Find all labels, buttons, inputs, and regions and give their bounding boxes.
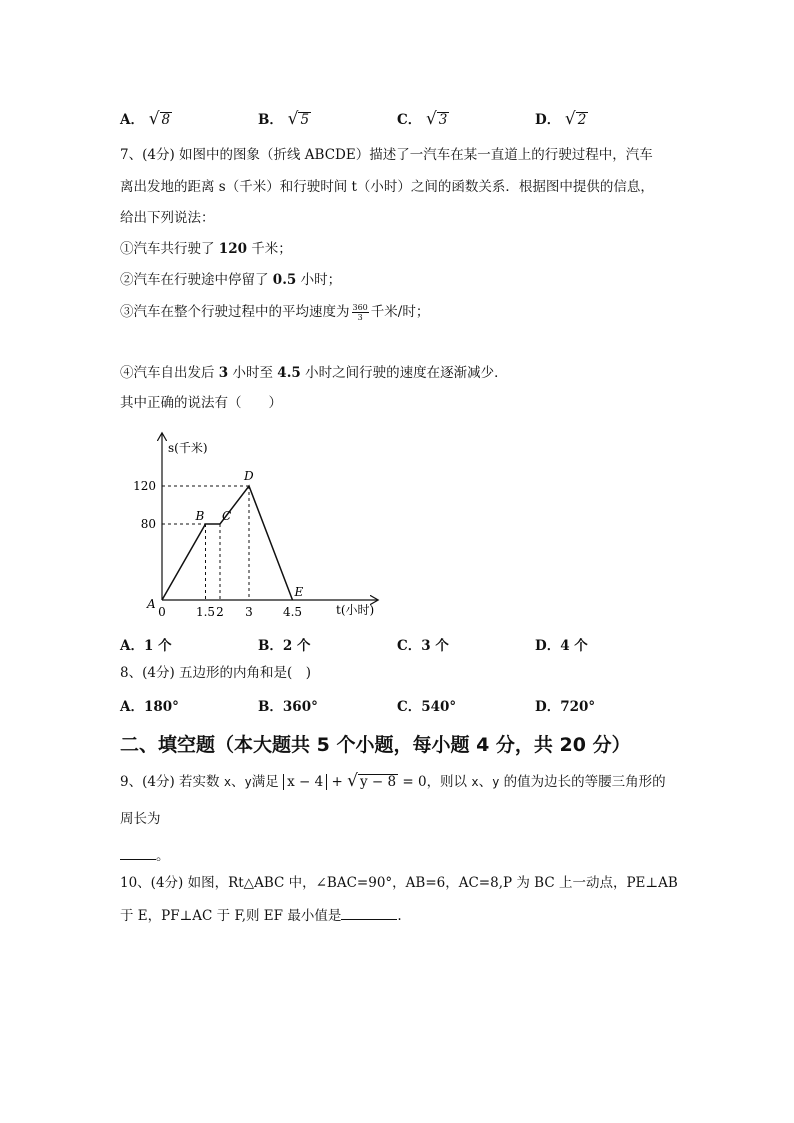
section-2-heading: 二、填空题（本大题共 5 个小题，每小题 4 分，共 20 分） [120, 734, 631, 756]
fraction [352, 303, 369, 322]
text: 小时； [300, 272, 342, 288]
q8-option-d: D．720° [535, 699, 596, 715]
q7-statement-3 [120, 303, 429, 322]
variable-y: y [244, 775, 252, 789]
y-axis-label: s(千米) [168, 441, 208, 455]
text: 、 [478, 774, 493, 790]
text: ②汽车在行驶途中停留了 [120, 272, 269, 288]
text: . [397, 908, 402, 924]
sqrt-expression: √ 8 [148, 109, 171, 129]
q10-stem-line1: 10、(4分) 如图，Rt△ABC 中，∠BAC=90°，AB=6，AC=8,P 为 BC 上一动点，PE⊥AB [120, 875, 678, 891]
x-tick-labels [158, 605, 302, 619]
q8-stem: 8、(4分) 五边形的内角和是( ) [120, 665, 312, 681]
q6-option-a [120, 108, 172, 128]
q7-statement-4 [120, 364, 508, 382]
q9-stem-line1 [120, 773, 666, 791]
x-tick-label: 1.5 [195, 605, 216, 619]
text: 的值为边长的等腰三角形的 [503, 774, 666, 790]
option-label: A． [120, 112, 144, 128]
radicand: 2 [577, 112, 587, 128]
q7-stem-line1: 7、(4分) 如图中的图象（折线 ABCDE）描述了一汽车在某一直道上的行驶过程中，汽车 [120, 147, 653, 163]
radicand: 8 [161, 112, 171, 128]
q7-option-d: D．4 个 [535, 638, 588, 654]
q9-stem-line2: 周长为 [120, 811, 161, 827]
point-label-e: E [294, 585, 304, 599]
number: 3 [218, 365, 229, 381]
q7-statement-2 [120, 271, 341, 289]
text: 。 [156, 848, 170, 864]
q10-stem-line2 [120, 905, 402, 925]
point-label-c: C [222, 509, 232, 523]
sqrt-expression: √ 2 [564, 109, 587, 129]
option-label: C． [397, 112, 422, 128]
x-tick-label: 3 [245, 605, 253, 619]
y-tick-labels [133, 479, 156, 531]
text: 小时之间行驶的速度在逐渐减少． [305, 365, 508, 381]
text: ，则以 [426, 774, 468, 790]
variable-x: x [223, 775, 232, 789]
sqrt-expression: √ 3 [425, 109, 448, 129]
text: ③汽车在整个行驶过程中的平均速度为 [120, 304, 350, 320]
y-tick-label: 120 [133, 479, 156, 493]
q8-option-a: A．180° [120, 699, 179, 715]
q8-option-b: B．360° [258, 699, 318, 715]
answer-blank[interactable] [120, 845, 156, 860]
number: 120 [218, 241, 247, 257]
x-axis-label: t(小时) [336, 603, 375, 617]
absolute-value-expression: x − 4 [283, 774, 327, 790]
x-tick-label: 2 [216, 605, 224, 619]
text: + [331, 774, 343, 790]
text: 满足 [251, 774, 279, 790]
q6-option-b [258, 108, 311, 128]
point-label-a: A [147, 597, 156, 611]
q7-option-b: B．2 个 [258, 638, 311, 654]
text: ④汽车自出发后 [120, 365, 215, 381]
q7-statement-1 [120, 240, 292, 258]
sqrt-expression: √ y − 8 [347, 771, 397, 791]
distance-time-graph [130, 428, 390, 623]
text: = 0 [402, 774, 427, 790]
variable-y: y [492, 775, 500, 789]
q6-option-d [535, 108, 588, 128]
x-tick-label: 0 [158, 605, 166, 619]
q7-option-c: C．3 个 [397, 638, 449, 654]
q7-stem-line3: 给出下列说法： [120, 210, 215, 226]
x-tick-label: 4.5 [282, 605, 303, 619]
text: 千米； [251, 241, 292, 257]
q9-answer-line [120, 845, 170, 865]
text: 小时至 [232, 365, 273, 381]
text: 于 E，PF⊥AC 于 F,则 EF 最小值是 [120, 908, 342, 924]
answer-blank[interactable] [341, 905, 397, 920]
radicand: y − 8 [359, 774, 397, 790]
option-label: D． [535, 112, 561, 128]
number: 0.5 [272, 272, 297, 288]
fraction-denominator: 3 [357, 313, 363, 322]
text: 、 [231, 774, 245, 790]
sqrt-expression: √ 5 [287, 109, 310, 129]
variable-x: x [471, 775, 479, 789]
point-labels [146, 469, 304, 611]
graph-polyline [162, 486, 293, 600]
q8-option-c: C．540° [397, 699, 457, 715]
q6-option-c [397, 108, 449, 128]
point-label-b: B [195, 509, 205, 523]
q7-option-a: A．1 个 [120, 638, 172, 654]
text: 千米/时； [370, 304, 430, 320]
number: 4.5 [277, 365, 301, 381]
text: 9、(4分) 若实数 [120, 774, 220, 790]
q7-question: 其中正确的说法有（ ） [120, 395, 282, 411]
y-tick-label: 80 [140, 517, 156, 531]
point-label-d: D [244, 469, 254, 483]
fraction-numerator: 360 [352, 303, 368, 312]
text: ①汽车共行驶了 [120, 241, 215, 257]
radicand: 5 [300, 112, 310, 128]
radicand: 3 [438, 112, 448, 128]
q7-stem-line2: 离出发地的距离 s（千米）和行驶时间 t（小时）之间的函数关系．根据图中提供的信息， [120, 179, 654, 195]
option-label: B． [258, 112, 283, 128]
